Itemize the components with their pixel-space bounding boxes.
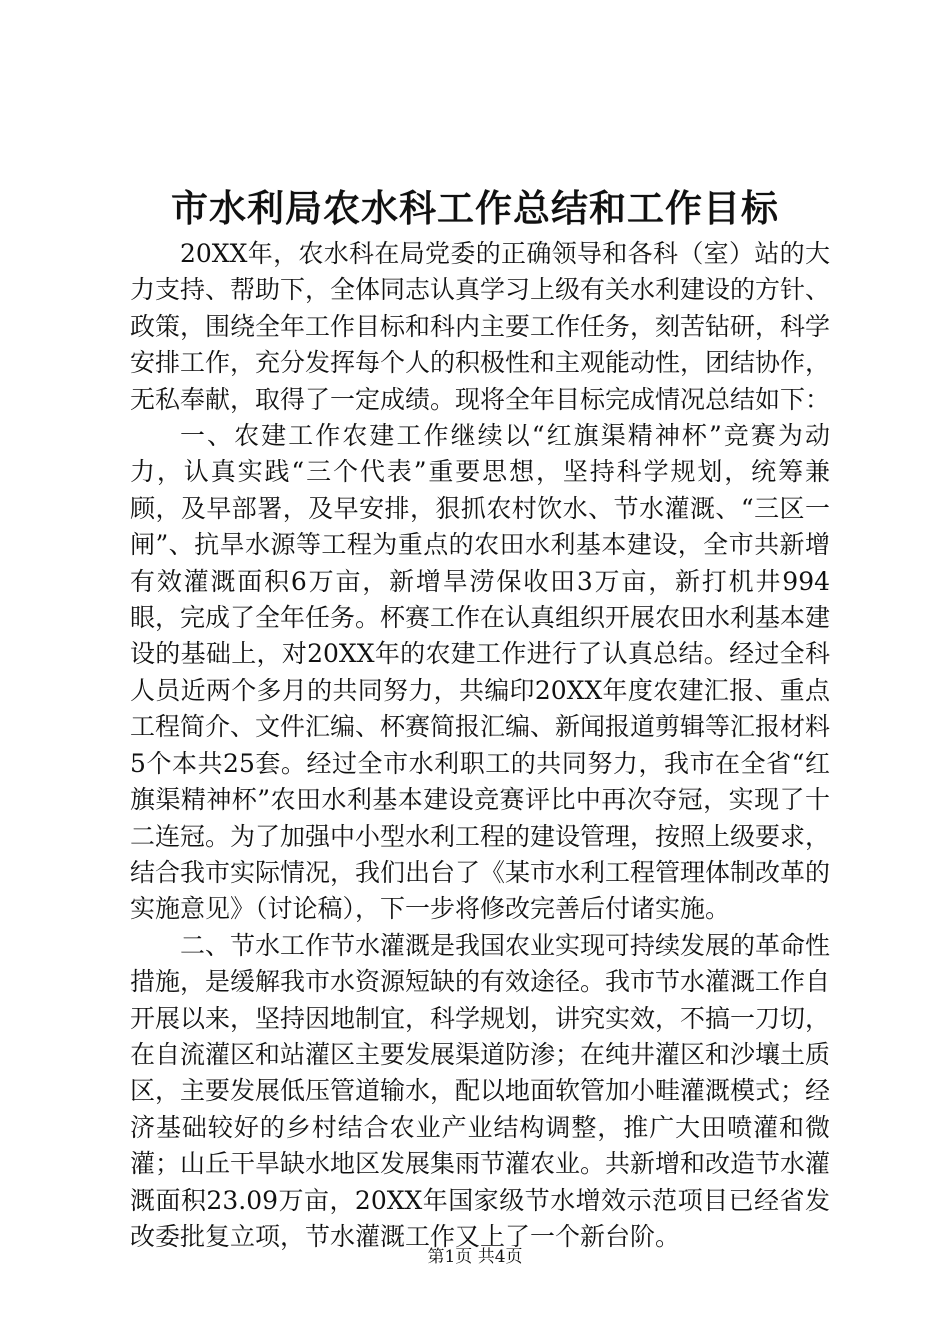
document-title: 市水利局农水科工作总结和工作目标 xyxy=(171,186,779,230)
paragraph-section-1: 一、农建工作农建工作继续以“红旗渠精神杯”竞赛为动力，认真实践“三个代表”重要思想，坚持科学规划，统筹兼顾，及早部署，及早安排，狠抓农村饮水、节水灌溉、“三区一闸”、抗旱水源等工程为重点的农田水利基本建设，全市共新增有效灌溉面积6万亩，新增旱涝保收田3万亩，新打机井994眼，完成了全年任务。杯赛工作在认真组织开展农田水利基本建设的基础上，对20XX年的农建工作进行了认真总结。经过全科人员近两个多月的共同努力，共编印20XX年度农建汇报、重点工程简介、文件汇编、杯赛简报汇编、新闻报道剪辑等汇报材料5个本共25套。经过全市水利职工的共同努力，我市在全省“红旗渠精神杯”农田水利基本建设竞赛评比中再次夺冠，实现了十二连冠。为了加强中小型水利工程的建设管理，按照上级要求，结合我市实际情况，我们出台了《某市水利工程管理体制改革的实施意见》（讨论稿），下一步将修改完善后付诸实施。 xyxy=(130,421,831,924)
paragraph-section-2: 二、节水工作节水灌溉是我国农业实现可持续发展的革命性措施，是缓解我市水资源短缺的有效途径。我市节水灌溉工作自开展以来，坚持因地制宜，科学规划，讲究实效，不搞一刀切，在自流灌区和站灌区主要发展渠道防渗；在纯井灌区和沙壤土质区，主要发展低压管道输水，配以地面软管加小畦灌溉模式；经济基础较好的乡村结合农业产业结构调整，推广大田喷灌和微灌；山丘干旱缺水地区发展集雨节灌农业。共新增和改造节水灌溉面积23.09万亩，20XX年国家级节水增效示范项目已经省发改委批复立项，节水灌溉工作又上了一个新台阶。 xyxy=(130,930,831,1251)
paragraph-intro: 20XX年，农水科在局党委的正确领导和各科（室）站的大力支持、帮助下，全体同志认真学习上级有关水利建设的方针、政策，围绕全年工作目标和科内主要工作任务，刻苦钻研，科学安排工作，充分发挥每个人的积极性和主观能动性，团结协作，无私奉献，取得了一定成绩。现将全年目标完成情况总结如下： xyxy=(130,239,831,414)
document-body xyxy=(130,236,830,1255)
page-number-footer: 第1页 共4页 xyxy=(427,1247,523,1267)
